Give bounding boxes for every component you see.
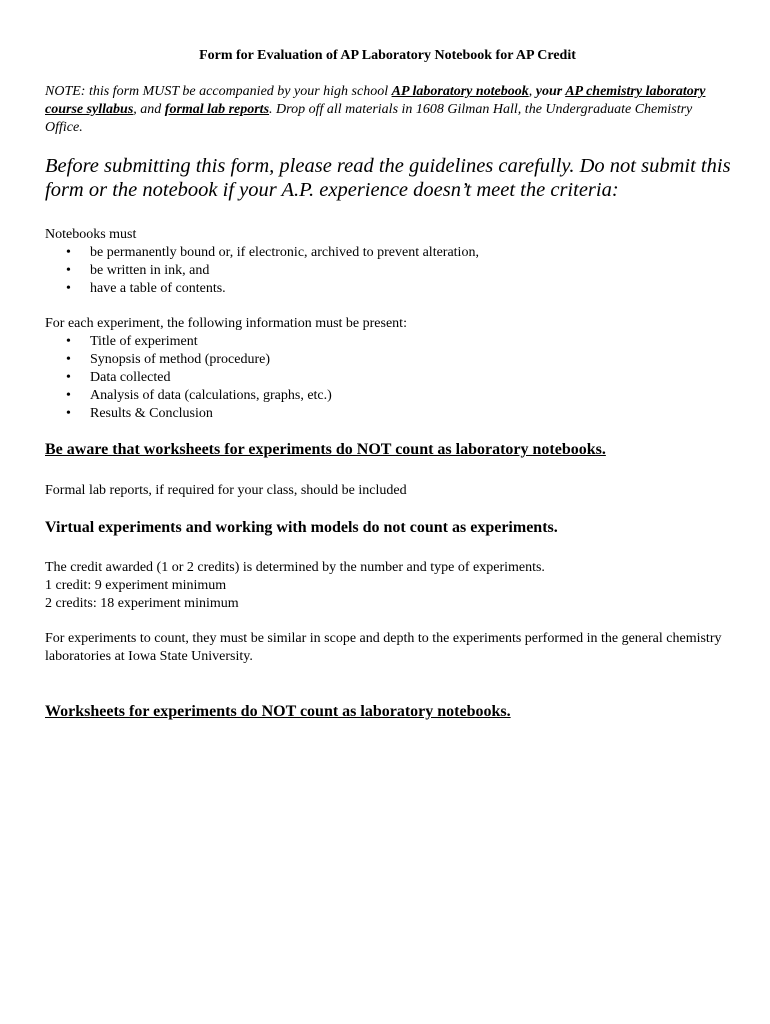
note-your: your <box>535 84 566 99</box>
credit-section <box>45 559 730 613</box>
ap-notebook-requirement: AP laboratory notebook <box>391 84 529 99</box>
note-text-4: . Drop off all materials in 1608 Gilman Hall, the Undergraduate Chemistry Office. <box>45 102 693 135</box>
list-item-text: Analysis of data (calculations, graphs, etc.) <box>90 388 332 403</box>
note-text-2: , <box>528 84 536 99</box>
note-text-3: , and <box>133 102 165 117</box>
bullet-icon: • <box>66 334 71 349</box>
note-paragraph <box>45 83 730 137</box>
scope-paragraph: For experiments to count, they must be similar in scope and depth to the experiments performed in the general chemistry laboratories at Iowa State University. <box>45 631 722 664</box>
credit-line-2: 1 credit: 9 experiment minimum <box>45 578 227 593</box>
notebooks-intro: Notebooks must <box>45 227 137 242</box>
bullet-icon: • <box>66 352 71 367</box>
list-item-text: be written in ink, and <box>90 263 210 278</box>
bullet-icon: • <box>66 370 71 385</box>
list-item <box>45 244 730 262</box>
list-item-text: Data collected <box>90 370 171 385</box>
list-item <box>45 351 730 369</box>
list-item <box>45 280 730 298</box>
list-item <box>45 369 730 387</box>
formal-reports-requirement: formal lab reports <box>164 102 270 117</box>
list-item-text: be permanently bound or, if electronic, archived to prevent alteration, <box>90 245 479 260</box>
list-item <box>45 262 730 280</box>
credit-line-1: The credit awarded (1 or 2 credits) is determined by the number and type of experiments. <box>45 560 545 575</box>
bullet-icon: • <box>66 406 71 421</box>
experiment-info-list <box>45 333 730 423</box>
bullet-icon: • <box>66 388 71 403</box>
experiment-info-section <box>45 315 730 423</box>
formal-reports-line: Formal lab reports, if required for your class, should be included <box>45 483 407 498</box>
list-item-text: Title of experiment <box>90 334 198 349</box>
notebooks-section <box>45 226 730 298</box>
virtual-heading: Virtual experiments and working with models do not count as experiments. <box>45 519 558 536</box>
worksheets-heading: Worksheets for experiments do NOT count as laboratory notebooks. <box>45 703 511 720</box>
list-item <box>45 387 730 405</box>
list-item <box>45 333 730 351</box>
list-item-text: have a table of contents. <box>90 281 226 296</box>
guidelines-warning: Before submitting this form, please read the guidelines carefully. Do not submit this form or the notebook if your A.P. experience doesn’t meet the criteria: <box>45 155 731 201</box>
list-item-text: Results & Conclusion <box>90 406 213 421</box>
aware-heading: Be aware that worksheets for experiments do NOT count as laboratory notebooks. <box>45 441 606 458</box>
bullet-icon: • <box>66 245 71 260</box>
list-item <box>45 405 730 423</box>
notebooks-list <box>45 244 730 298</box>
credit-line-3: 2 credits: 18 experiment minimum <box>45 596 239 611</box>
page-title: Form for Evaluation of AP Laboratory Notebook for AP Credit <box>199 48 576 63</box>
list-item-text: Synopsis of method (procedure) <box>90 352 271 367</box>
ap-syllabus-requirement: AP chemistry laboratory course syllabus <box>45 84 706 117</box>
note-text-1: NOTE: this form MUST be accompanied by your high school <box>45 84 392 99</box>
bullet-icon: • <box>66 263 71 278</box>
experiment-info-intro: For each experiment, the following information must be present: <box>45 316 407 331</box>
bullet-icon: • <box>66 281 71 296</box>
